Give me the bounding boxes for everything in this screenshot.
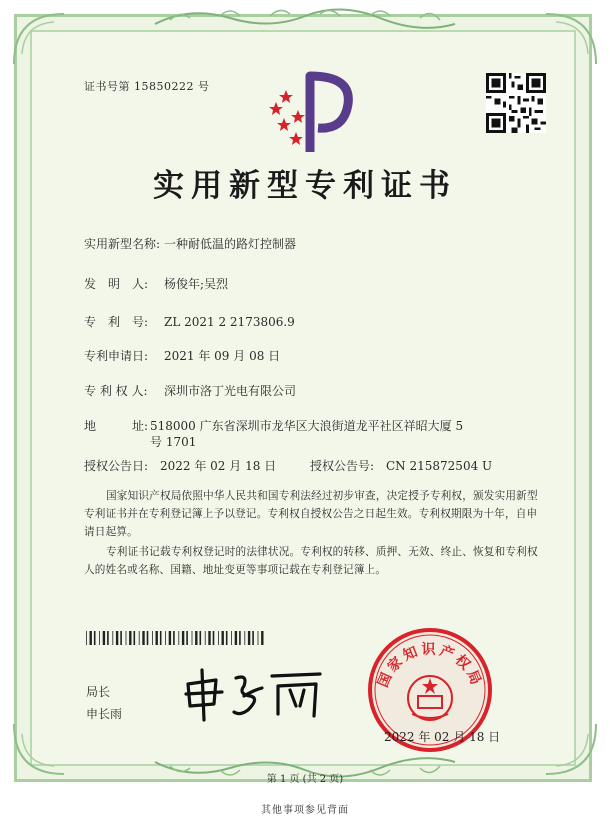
patent-number-value: ZL 2021 2 2173806.9 bbox=[164, 315, 295, 329]
grant-date-label: 授权公告日: bbox=[84, 459, 149, 473]
grant-number-value: CN 215872504 U bbox=[386, 459, 493, 473]
inventor-row bbox=[84, 275, 228, 292]
address-label: 地 址: bbox=[84, 419, 149, 433]
certificate-number bbox=[84, 78, 210, 94]
address-value-line1: 518000 广东省深圳市龙华区大浪街道龙平社区祥昭大厦 5 bbox=[150, 419, 464, 433]
certificate-number-value: 15850222 bbox=[134, 80, 194, 93]
seal-date: 2022 年 02 月 18 日 bbox=[384, 730, 501, 744]
director-name: 申长雨 bbox=[86, 707, 123, 721]
patent-office-logo bbox=[262, 66, 358, 156]
grant-date-row bbox=[84, 457, 276, 474]
grant-statement-paragraph: 国家知识产权局依照中华人民共和国专利法经过初步审查，决定授予专利权，颁发实用新型专利证书并在专利登记簿上予以登记。专利权自授权公告之日起生效。专利权期限为十年，自申请日起算。 bbox=[84, 490, 538, 538]
filing-date-row bbox=[84, 347, 280, 364]
inventor-label: 发 明 人: bbox=[84, 277, 149, 291]
address-row bbox=[84, 417, 463, 434]
page-number: 第 1 页 (共 2 页) bbox=[266, 774, 344, 785]
director-signature bbox=[178, 666, 328, 722]
patentee-value: 深圳市洛丁光电有限公司 bbox=[164, 384, 297, 398]
patentee-label: 专 利 权 人: bbox=[84, 384, 148, 398]
utility-model-name-value: 一种耐低温的路灯控制器 bbox=[164, 237, 297, 251]
certificate-title: 实用新型专利证书 bbox=[153, 168, 457, 204]
legal-status-paragraph: 专利证书记载专利权登记时的法律状况。专利权的转移、质押、无效、终止、恢复和专利权人的姓名或名称、国籍、地址变更等事项记载在专利登记簿上。 bbox=[84, 546, 538, 576]
barcode bbox=[86, 631, 266, 645]
filing-date-value: 2021 年 09 月 08 日 bbox=[164, 349, 281, 363]
patent-number-row bbox=[84, 313, 295, 330]
patent-number-label: 专 利 号: bbox=[84, 315, 149, 329]
grant-date-value: 2022 年 02 月 18 日 bbox=[160, 459, 277, 473]
patentee-row bbox=[84, 382, 296, 399]
top-vine-ornament bbox=[150, 4, 460, 30]
address-value-line2: 号 1701 bbox=[150, 435, 197, 449]
qr-code bbox=[486, 73, 546, 133]
certificate-number-suffix: 号 bbox=[198, 80, 210, 93]
certificate-number-label: 证书号第 bbox=[84, 80, 130, 93]
seal-text: 国家知识产权局 bbox=[375, 642, 485, 690]
corner-ornament-top-left bbox=[4, 4, 74, 74]
grant-number-row bbox=[310, 457, 492, 474]
grant-number-label: 授权公告号: bbox=[310, 459, 375, 473]
filing-date-label: 专利申请日: bbox=[84, 349, 149, 363]
inventor-value: 杨俊年;吴烈 bbox=[164, 277, 229, 291]
footer-note: 其他事项参见背面 bbox=[261, 805, 349, 816]
utility-model-name-label: 实用新型名称: bbox=[84, 237, 161, 251]
director-title: 局长 bbox=[86, 685, 111, 699]
utility-model-name-row bbox=[84, 235, 296, 252]
corner-ornament-top-right bbox=[536, 4, 606, 74]
